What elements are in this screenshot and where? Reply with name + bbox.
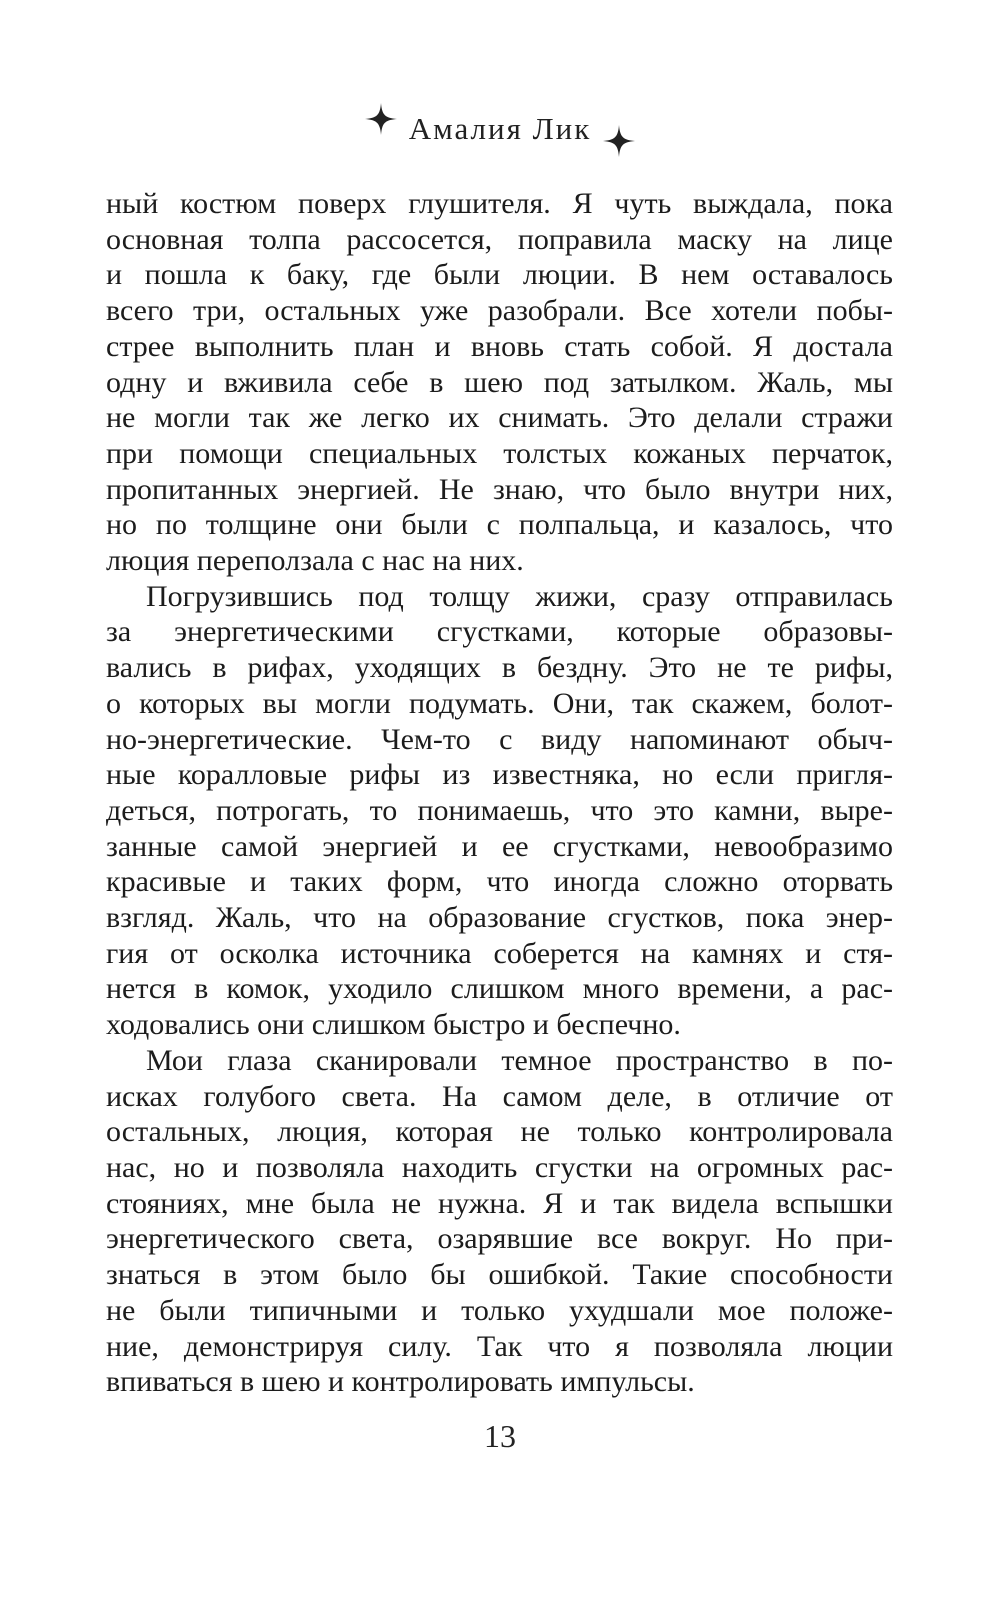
text-line: Мои глаза сканировали темное пространство в по- [146, 1043, 893, 1077]
paragraph-3 [106, 1043, 893, 1400]
text-line: люция переползала с нас на них. [106, 544, 524, 578]
text-line: пропитанных энергией. Не знаю, что было внутри них, [106, 472, 893, 506]
text-line: ные коралловые рифы из известняка, но если пригля- [106, 758, 893, 792]
text-line: деться, потрогать, то понимаешь, что это камни, выре- [106, 793, 893, 827]
running-header [0, 104, 1000, 154]
text-line: нется в комок, уходило слишком много времени, а рас- [106, 972, 893, 1006]
text-line: ходовались они слишком быстро и беспечно. [106, 1008, 681, 1042]
text-line: ный костюм поверх глушителя. Я чуть выждала, пока [106, 187, 893, 220]
four-point-star-icon [603, 125, 635, 157]
text-line: за энергетическими сгустками, которые образовы- [106, 615, 893, 649]
text-line: красивые и таких форм, что иногда сложно оторвать [106, 865, 893, 899]
text-line: не могли так же легко их снимать. Это делали стражи [106, 401, 893, 435]
page-number: 13 [484, 1418, 516, 1454]
text-line: нас, но и позволяла находить сгустки на огромных рас- [106, 1150, 893, 1184]
text-line: стрее выполнить план и вновь стать собой. Я достала [106, 329, 893, 363]
text-line: вались в рифах, уходящих в бездну. Это не те рифы, [106, 651, 893, 685]
text-line: всего три, остальных уже разобрали. Все хотели побы- [106, 294, 893, 328]
text-line: о которых вы могли подумать. Они, так скажем, болот- [106, 686, 893, 720]
paragraph-1 [106, 186, 893, 579]
text-line: не были типичными и только ухудшали мое положе- [106, 1293, 893, 1327]
text-line: гия от осколка источника соберется на камнях и стя- [106, 936, 893, 970]
four-point-star-icon [365, 103, 397, 135]
text-line: основная толпа рассосется, поправила маску на лице [106, 222, 893, 256]
text-line: но по толщине они были с полпальца, и казалось, что [106, 508, 893, 542]
text-line: стояниях, мне была не нужна. Я и так видела вспышки [106, 1186, 893, 1220]
body-text [106, 186, 893, 1400]
paragraph-2 [106, 579, 893, 1043]
text-line: и пошла к баку, где были люции. В нем оставалось [106, 258, 893, 292]
text-line: впиваться в шею и контролировать импульсы. [106, 1365, 695, 1399]
text-line: энергетического света, озарявшие все вокруг. Но при- [106, 1222, 893, 1256]
text-line: знаться в этом было бы ошибкой. Такие способности [106, 1258, 893, 1292]
author-name: Амалия Лик [408, 111, 592, 146]
text-line: при помощи специальных толстых кожаных перчаток, [106, 436, 893, 470]
text-line: взгляд. Жаль, что на образование сгустков, пока энер- [106, 901, 893, 935]
text-line: Погрузившись под толщу жижи, сразу отправилась [146, 579, 893, 613]
text-line: занные самой энергией и ее сгустками, невообразимо [106, 829, 893, 863]
text-line: одну и вживила себе в шею под затылком. Жаль, мы [106, 365, 893, 399]
text-line: исках голубого света. На самом деле, в отличие от [106, 1079, 893, 1113]
text-line: остальных, люция, которая не только контролировала [106, 1115, 893, 1149]
text-line: ние, демонстрируя силу. Так что я позволяла люции [106, 1329, 893, 1363]
text-line: но-энергетические. Чем-то с виду напоминают обыч- [106, 722, 893, 756]
